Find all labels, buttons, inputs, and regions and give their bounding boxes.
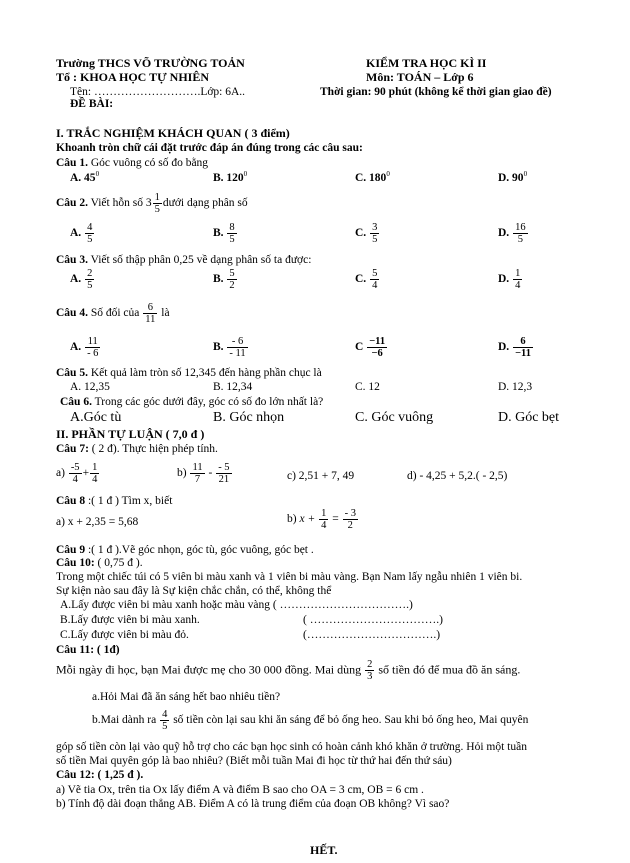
q2-label: Câu 2. bbox=[56, 197, 88, 210]
q4-stem bbox=[56, 302, 170, 325]
q2-a: A. bbox=[70, 227, 82, 240]
q1-b: B. 120 bbox=[213, 171, 244, 184]
q11-l2: số tiền Mai quyên góp là bao nhiêu? (Biết mỗi tuần Mai đi học từ thứ hai đến thứ sáu) bbox=[56, 755, 452, 767]
q1-option-a bbox=[70, 171, 99, 184]
frac-num: 8 bbox=[229, 222, 235, 233]
q6-option-c: C. Góc vuông bbox=[355, 410, 434, 425]
frac-num: 16 bbox=[515, 222, 526, 233]
part1-title: I. TRẮC NGHIỆM KHÁCH QUAN ( 3 điểm) bbox=[56, 126, 290, 140]
q7-c: c) 2,51 + 7, 49 bbox=[287, 470, 355, 482]
frac-den: 4 bbox=[72, 474, 78, 486]
frac-den: 5 bbox=[87, 234, 93, 246]
q4-b: B. bbox=[213, 341, 224, 354]
q4-c: C bbox=[355, 341, 364, 354]
q3-c: C. bbox=[355, 273, 367, 286]
frac-num: - 3 bbox=[344, 508, 356, 519]
q3-option-d bbox=[498, 268, 523, 291]
frac-num: 1 bbox=[92, 462, 98, 473]
q7-stem bbox=[56, 443, 218, 456]
frac-den: 4 bbox=[92, 474, 98, 486]
q4-a: A. bbox=[70, 341, 82, 354]
q2-c: C. bbox=[355, 227, 367, 240]
subject: Môn: TOÁN – Lớp 6 bbox=[366, 70, 474, 84]
frac-den: 5 bbox=[517, 234, 523, 246]
degree: 0 bbox=[243, 170, 248, 178]
frac-num: 4 bbox=[162, 709, 168, 720]
q11-b bbox=[92, 709, 528, 732]
frac-num: 11 bbox=[85, 336, 100, 348]
q8-stem bbox=[56, 495, 172, 508]
q3-option-a bbox=[70, 268, 95, 291]
q8-text: :( 1 đ ) Tìm x, biết bbox=[87, 495, 173, 507]
q12-text: ( 1,25 đ ). bbox=[97, 769, 144, 781]
q10-p2: Sự kiện nào sau đây là Sự kiện chắc chắn, có thể, không thể bbox=[56, 585, 332, 597]
q11-a: a.Hỏi Mai đã ăn sáng hết bao nhiêu tiền? bbox=[92, 691, 281, 703]
q9-stem bbox=[56, 544, 314, 557]
school-name: Trường THCS VÕ TRƯỜNG TOẢN bbox=[56, 56, 245, 70]
q10-p1: Trong một chiếc túi có 5 viên bi màu xanh và 1 viên bi màu vàng. Bạn Nam lấy ngẫu nhiên 1 viên bi. bbox=[56, 571, 523, 583]
frac-den: 3 bbox=[367, 671, 373, 683]
exam-title: KIỂM TRA HỌC KÌ II bbox=[366, 56, 487, 70]
q2-text-post: dưới dạng phân số bbox=[162, 197, 248, 210]
q7-b-label: b) bbox=[177, 467, 187, 480]
q7-d: d) - 4,25 + 5,2.( - 2,5) bbox=[407, 470, 508, 482]
q2-stem bbox=[56, 192, 248, 215]
frac-num: 5 bbox=[372, 268, 378, 279]
q5-option-b: B. 12,34 bbox=[213, 381, 253, 393]
frac-den: 5 bbox=[162, 721, 168, 733]
q1-d: D. 90 bbox=[498, 171, 524, 184]
q1-stem bbox=[56, 157, 208, 170]
q1-c: C. 180 bbox=[355, 171, 387, 184]
operator: - bbox=[208, 467, 213, 480]
frac-den: 5 bbox=[229, 234, 235, 246]
q6-label: Câu 6. bbox=[60, 396, 92, 408]
q10-text: ( 0,75 đ ). bbox=[97, 557, 143, 569]
q6-option-b: B. Góc nhọn bbox=[213, 410, 285, 425]
name-line: Tên: ……………………….Lớp: 6A.. bbox=[70, 86, 246, 98]
exam-prompt: ĐỀ BÀI: bbox=[70, 98, 114, 110]
q4-label: Câu 4. bbox=[56, 307, 88, 320]
frac-den: −6 bbox=[371, 348, 383, 360]
q1-option-c bbox=[355, 171, 390, 184]
q7-text: ( 2 đ). Thực hiện phép tính. bbox=[91, 443, 218, 455]
q3-b: B. bbox=[213, 273, 224, 286]
q10-a: A.Lấy được viên bi màu xanh hoặc màu vàng ( …………………………….) bbox=[60, 599, 413, 611]
q4-option-b bbox=[213, 336, 249, 359]
q6-text: Trong các góc dưới đây, góc có số đo lớn nhất là? bbox=[94, 396, 324, 408]
q3-label: Câu 3. bbox=[56, 254, 88, 266]
q11-p1-text: Mỗi ngày đi học, bạn Mai được mẹ cho 30 000 đồng. Mai dùng bbox=[56, 662, 362, 677]
frac-den: 21 bbox=[218, 474, 230, 486]
q7-a bbox=[56, 462, 100, 485]
q4-option-a bbox=[70, 336, 101, 359]
q6-stem bbox=[60, 396, 323, 409]
q1-label: Câu 1. bbox=[56, 157, 88, 169]
end-mark: HẾT. bbox=[310, 843, 338, 857]
q10-b-blank: ( …………………………….) bbox=[303, 614, 443, 626]
q5-option-a: A. 12,35 bbox=[70, 381, 110, 393]
frac-num: −11 bbox=[369, 336, 386, 347]
frac-den: 2 bbox=[347, 520, 353, 532]
q11-p1 bbox=[56, 659, 520, 682]
q12-b: b) Tính độ dài đoạn thẳng AB. Điểm A có là trung điểm của đoạn OB không? Vì sao? bbox=[56, 798, 450, 810]
frac-num: 11 bbox=[192, 462, 203, 473]
q4-option-d bbox=[498, 336, 534, 359]
frac-den: 2 bbox=[229, 280, 235, 292]
q2-text: Viết hỗn số 3 bbox=[90, 197, 152, 210]
q10-b: B.Lấy được viên bi màu xanh. bbox=[60, 614, 200, 626]
q5-option-d: D. 12,3 bbox=[498, 381, 533, 393]
department: Tổ : KHOA HỌC TỰ NHIÊN bbox=[56, 70, 210, 84]
q8-label: Câu 8 bbox=[56, 495, 86, 507]
q5-option-c: C. 12 bbox=[355, 381, 380, 393]
q11-l1: góp số tiền còn lại vào quỹ hỗ trợ cho các bạn học sinh có hoàn cảnh khó khăn ở trường. Hỏi một tuần bbox=[56, 741, 527, 753]
q3-a: A. bbox=[70, 273, 82, 286]
q10-c-blank: (…………………………….) bbox=[303, 629, 441, 641]
part1-instruction: Khoanh tròn chữ cái đặt trước đáp án đúng trong các câu sau: bbox=[56, 142, 363, 154]
frac-den: - 11 bbox=[229, 348, 246, 360]
q7-label: Câu 7: bbox=[56, 443, 89, 455]
q8-b-x: x + bbox=[299, 513, 316, 526]
q7-a-label: a) bbox=[56, 467, 65, 480]
frac-num: - 6 bbox=[227, 336, 247, 348]
q3-option-b bbox=[213, 268, 238, 291]
frac-den: −11 bbox=[515, 348, 531, 360]
q6-option-a bbox=[70, 410, 121, 425]
q10-stem bbox=[56, 557, 143, 570]
time-info bbox=[320, 86, 552, 99]
frac-num: 1 bbox=[321, 508, 327, 519]
frac-num: 2 bbox=[367, 659, 373, 670]
q8-a: a) x + 2,35 = 5,68 bbox=[56, 516, 139, 528]
degree: 0 bbox=[523, 170, 528, 178]
q7-b bbox=[177, 462, 233, 485]
frac-num: 5 bbox=[229, 268, 235, 279]
q11-p1-post: số tiền đó để mua đồ ăn sáng. bbox=[378, 662, 521, 677]
q4-d: D. bbox=[498, 341, 510, 354]
operator: + bbox=[82, 467, 90, 480]
q11-stem bbox=[56, 644, 120, 657]
q4-text: Số đối của bbox=[90, 307, 140, 320]
q5-stem bbox=[56, 367, 322, 380]
degree: 0 bbox=[386, 170, 390, 178]
frac-den: 4 bbox=[321, 520, 327, 532]
q1-option-b bbox=[213, 171, 247, 184]
q2-option-d bbox=[498, 222, 529, 245]
frac-den: 7 bbox=[194, 474, 201, 486]
degree: 0 bbox=[95, 170, 100, 178]
equals: = bbox=[332, 513, 339, 526]
q8-b bbox=[287, 508, 359, 531]
q3-stem bbox=[56, 254, 311, 267]
frac-num: 6 bbox=[143, 302, 157, 314]
q1-option-d bbox=[498, 171, 527, 184]
q11-label: Câu 11 bbox=[56, 644, 91, 656]
frac-num: 3 bbox=[372, 222, 378, 233]
frac-num: -5 bbox=[70, 462, 80, 473]
frac-num: 6 bbox=[513, 336, 533, 348]
q12-a: a) Vẽ tia Ox, trên tia Ox lấy điểm A và điểm B sao cho OA = 3 cm, OB = 6 cm . bbox=[56, 784, 424, 796]
frac-den: 5 bbox=[154, 204, 160, 216]
q5-label: Câu 5. bbox=[56, 367, 88, 379]
q1-text: Góc vuông có số đo bằng bbox=[90, 157, 209, 169]
q3-option-c bbox=[355, 268, 380, 291]
q3-d: D. bbox=[498, 273, 510, 286]
q9-label: Câu 9 bbox=[56, 544, 86, 556]
frac-den: 4 bbox=[515, 280, 521, 292]
part2-title: II. PHẦN TỰ LUẬN ( 7,0 đ ) bbox=[56, 427, 205, 441]
frac-num: 1 bbox=[154, 192, 160, 203]
q10-c: C.Lấy được viên bi màu đỏ. bbox=[60, 629, 189, 641]
q5-text: Kết quả làm tròn số 12,345 đến hàng phần chục là bbox=[90, 367, 322, 379]
q2-b: B. bbox=[213, 227, 224, 240]
q11-b-text: b.Mai dành ra bbox=[92, 714, 157, 727]
q9-text: :( 1 đ ).Vẽ góc nhọn, góc tù, góc vuông, góc bẹt . bbox=[87, 544, 314, 556]
time-text: Thời gian: 90 phút (không kể thời gian giao đề) bbox=[320, 86, 552, 98]
q8-b-label: b) bbox=[287, 513, 297, 526]
q3-text: Viết số thập phân 0,25 về dạng phân số ta được: bbox=[90, 254, 312, 266]
q2-d: D. bbox=[498, 227, 510, 240]
frac-den: 5 bbox=[372, 234, 378, 246]
q6-a: A.Góc tù bbox=[70, 410, 122, 425]
q11-b-post: số tiền còn lại sau khi ăn sáng để bỏ ống heo. Sau khi bỏ ống heo, Mai quyên bbox=[173, 714, 529, 727]
frac-num: 1 bbox=[515, 268, 521, 279]
q12-stem bbox=[56, 769, 143, 782]
q2-option-a bbox=[70, 222, 95, 245]
frac-den: 11 bbox=[145, 314, 156, 326]
q4-text-post: là bbox=[161, 307, 170, 320]
frac-den: 5 bbox=[87, 280, 93, 292]
q2-option-b bbox=[213, 222, 238, 245]
q4-option-c bbox=[355, 336, 388, 359]
frac-den: - 6 bbox=[87, 348, 99, 360]
q11-text: : ( 1đ) bbox=[90, 644, 120, 656]
q10-label: Câu 10: bbox=[56, 557, 95, 569]
q12-label: Câu 12: bbox=[56, 769, 95, 781]
frac-den: 4 bbox=[372, 280, 378, 292]
frac-num: - 5 bbox=[218, 462, 230, 473]
frac-num: 2 bbox=[87, 268, 93, 279]
q1-a: A. 45 bbox=[70, 171, 96, 184]
q2-option-c bbox=[355, 222, 380, 245]
frac-num: 4 bbox=[87, 222, 93, 233]
q6-option-d: D. Góc bẹt bbox=[498, 410, 560, 425]
